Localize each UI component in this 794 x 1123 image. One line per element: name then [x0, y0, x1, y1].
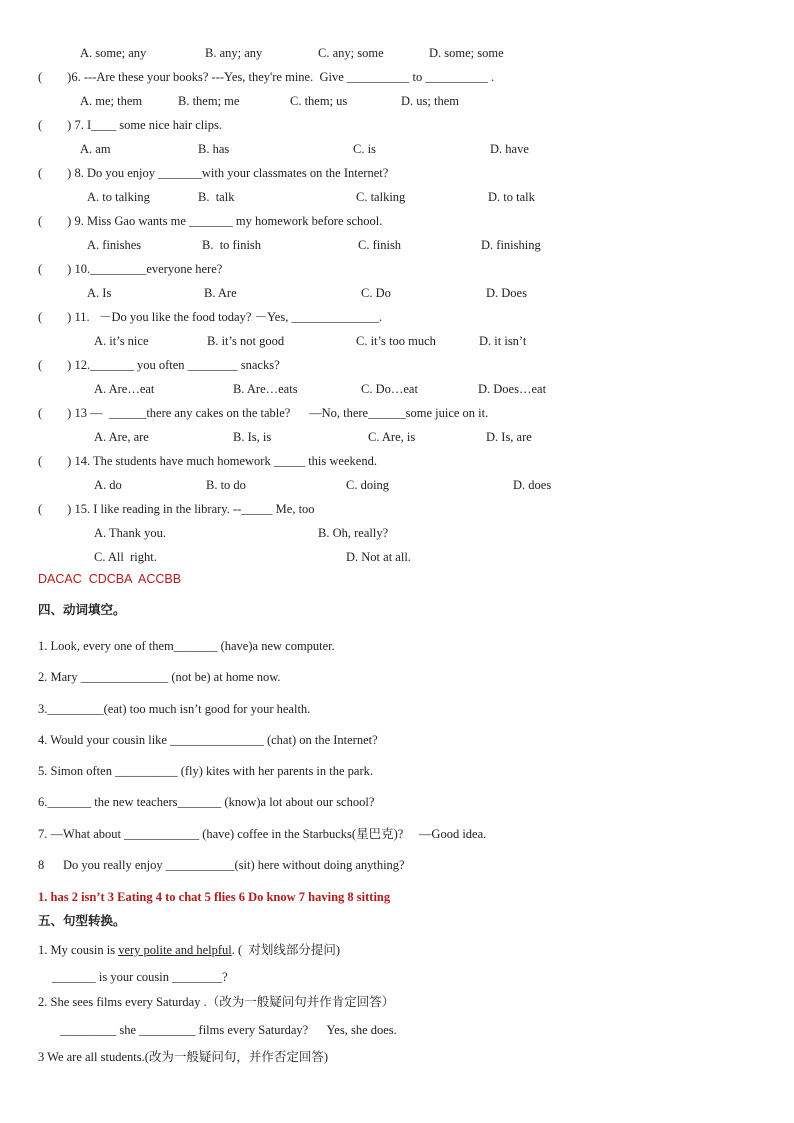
question-12: ( ) 12._______ you often ________ snacks? [38, 358, 280, 372]
question-15: ( ) 15. I like reading in the library. --_____ Me, too [38, 502, 315, 516]
question-13: ( ) 13 — ______there any cakes on the table? —No, there______some juice on it. [38, 406, 489, 420]
question-11: ( ) 11. －Do you like the food today? －Yes, ______________. [38, 310, 383, 324]
q8-option-c: C. talking [356, 190, 406, 204]
s5-q1-suffix: . ( 对划线部分提问) [231, 943, 341, 957]
q12-option-b: B. Are…eats [233, 382, 298, 396]
q11-option-b: B. it’s not good [207, 334, 285, 348]
q15-option-d: D. Not at all. [346, 550, 411, 564]
q5-option-d: D. some; some [429, 46, 504, 60]
s5-question-3: 3 We are all students.(改为一般疑问句，并作否定回答) [38, 1050, 329, 1064]
q8-option-a: A. to talking [87, 190, 150, 204]
q15-option-b: B. Oh, really? [318, 526, 389, 540]
q7-option-d: D. have [490, 142, 529, 156]
q6-option-a: A. me; them [80, 94, 143, 108]
question-14: ( ) 14. The students have much homework _____ this weekend. [38, 454, 377, 468]
q14-option-c: C. doing [346, 478, 390, 492]
s4-item-6: 6._______ the new teachers_______ (know)a lot about our school? [38, 795, 375, 809]
s4-item-3: 3._________(eat) too much isn’t good for your health. [38, 702, 311, 716]
q13-option-c: C. Are, is [368, 430, 416, 444]
q14-option-a: A. do [94, 478, 122, 492]
q7-option-a: A. am [80, 142, 111, 156]
q6-option-c: C. them; us [290, 94, 348, 108]
q14-option-b: B. to do [206, 478, 246, 492]
q8-option-b: B. talk [198, 190, 235, 204]
q9-option-b: B. to finish [202, 238, 262, 252]
s4-item-7: 7. —What about ____________ (have) coffee in the Starbucks(星巴克)? —Good idea. [38, 827, 487, 841]
q14-option-d: D. does [513, 478, 552, 492]
answer-key-verbs: 1. has 2 isn’t 3 Eating 4 to chat 5 flies 6 Do know 7 having 8 sitting [38, 890, 391, 904]
question-10: ( ) 10._________everyone here? [38, 262, 223, 276]
section-4-title: 四、动词填空。 [38, 602, 126, 617]
q13-option-b: B. Is, is [233, 430, 272, 444]
q15-option-a: A. Thank you. [94, 526, 166, 540]
s4-item-8: 8 Do you really enjoy ___________(sit) here without doing anything? [38, 858, 405, 872]
q7-option-b: B. has [198, 142, 230, 156]
q11-option-d: D. it isn’t [479, 334, 527, 348]
section-5-title: 五、句型转换。 [38, 913, 126, 928]
question-8: ( ) 8. Do you enjoy _______with your classmates on the Internet? [38, 166, 389, 180]
q5-option-b: B. any; any [205, 46, 263, 60]
q12-option-c: C. Do…eat [361, 382, 418, 396]
s4-item-5: 5. Simon often __________ (fly) kites with her parents in the park. [38, 764, 374, 778]
question-9: ( ) 9. Miss Gao wants me _______ my homework before school. [38, 214, 383, 228]
q5-option-a: A. some; any [80, 46, 147, 60]
q9-option-d: D. finishing [481, 238, 541, 252]
s4-item-1: 1. Look, every one of them_______ (have)a new computer. [38, 639, 335, 653]
s5-q1-underlined: very polite and helpful [118, 943, 232, 957]
answer-key-choice: DACAC CDCBA ACCBB [38, 572, 182, 586]
q6-option-d: D. us; them [401, 94, 459, 108]
q8-option-d: D. to talk [488, 190, 535, 204]
s5-q1-answer-line: _______ is your cousin ________? [52, 970, 228, 984]
q9-option-a: A. finishes [87, 238, 142, 252]
q13-option-d: D. Is, are [486, 430, 532, 444]
q9-option-c: C. finish [358, 238, 402, 252]
s5-q1-prefix: 1. My cousin is [38, 943, 119, 957]
s5-question-1 [38, 942, 340, 958]
s5-q2-answer-line: _________ she _________ films every Saturday? Yes, she does. [60, 1023, 397, 1037]
q10-option-d: D. Does [486, 286, 527, 300]
question-7: ( ) 7. I____ some nice hair clips. [38, 118, 222, 132]
q12-option-a: A. Are…eat [94, 382, 155, 396]
q12-option-d: D. Does…eat [478, 382, 547, 396]
q10-option-b: B. Are [204, 286, 237, 300]
q10-option-a: A. Is [87, 286, 112, 300]
q6-option-b: B. them; me [178, 94, 240, 108]
q7-option-c: C. is [353, 142, 376, 156]
q13-option-a: A. Are, are [94, 430, 149, 444]
s4-item-2: 2. Mary ______________ (not be) at home now. [38, 670, 281, 684]
q11-option-a: A. it’s nice [94, 334, 149, 348]
s4-item-4: 4. Would your cousin like _______________ (chat) on the Internet? [38, 733, 378, 747]
q11-option-c: C. it’s too much [356, 334, 436, 348]
question-6: ( )6. ---Are these your books? ---Yes, they're mine. Give __________ to __________ . [38, 70, 495, 84]
q10-option-c: C. Do [361, 286, 391, 300]
q15-option-c: C. All right. [94, 550, 157, 564]
q5-option-c: C. any; some [318, 46, 384, 60]
s5-question-2: 2. She sees films every Saturday .（改为一般疑问句并作肯定回答） [38, 995, 395, 1009]
